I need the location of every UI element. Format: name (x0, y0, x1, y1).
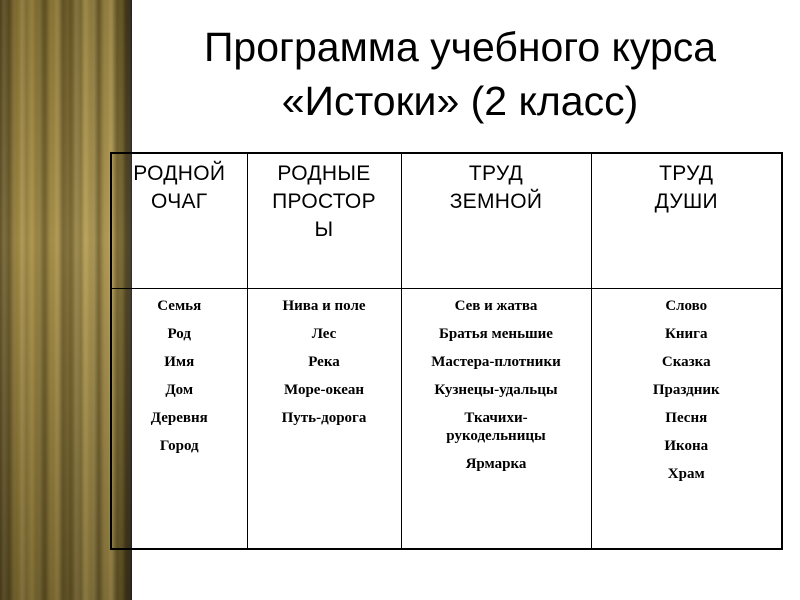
topic-item: Икона (664, 438, 709, 454)
header-rodnoy-ochag (111, 153, 247, 289)
topic-item: Кузнецы-удальцы (434, 382, 558, 398)
slide-title (140, 20, 780, 128)
table-header-row (111, 153, 782, 289)
header-text-line: РОДНЫЕ (277, 162, 371, 185)
header-text-line: ТРУД (659, 162, 714, 185)
header-text-line: РОДНОЙ (133, 162, 226, 185)
topic-item: Семья (157, 298, 202, 314)
title-line-2: «Истоки» (2 класс) (281, 78, 639, 124)
column-rodnoy-ochag (111, 289, 247, 550)
topic-item: Лес (311, 326, 337, 342)
topic-item: Деревня (150, 410, 208, 426)
header-text-line: ДУШИ (654, 190, 718, 213)
topic-item: Ярмарка (465, 456, 527, 472)
topic-item: Имя (164, 354, 195, 370)
header-trud-zemnoy (401, 153, 591, 289)
topic-item: Река (308, 354, 340, 370)
topic-item: Песня (665, 410, 708, 426)
topic-item: Храм (667, 466, 705, 482)
topic-item: Нива и поле (282, 298, 366, 314)
topic-item-line: Ткачихи- (464, 410, 528, 426)
topic-item: Сказка (661, 354, 711, 370)
column-trud-zemnoy (401, 289, 591, 550)
header-trud-dushi (591, 153, 782, 289)
topic-item: Праздник (652, 382, 720, 398)
topic-item: Род (167, 326, 191, 342)
topic-item: Братья меньшие (439, 326, 553, 342)
topic-item: Город (159, 438, 199, 454)
header-text-line: ЗЕМНОЙ (449, 190, 543, 213)
topic-item: Дом (165, 382, 194, 398)
topic-item: Мастера-плотники (431, 354, 561, 370)
header-text-line: Ы (314, 218, 334, 241)
topic-item: Путь-дорога (281, 410, 367, 426)
topic-item: Сев и жатва (454, 298, 538, 314)
header-text-line: ТРУД (468, 162, 524, 185)
header-rodnye-prostory (247, 153, 401, 289)
title-line-1: Программа учебного курса (203, 24, 717, 70)
header-text-line: ОЧАГ (151, 190, 208, 213)
header-text-line: ПРОСТОР (272, 190, 376, 213)
topic-item-wrapped (402, 409, 591, 445)
topic-item: Море-океан (283, 382, 365, 398)
topic-item-line: рукодельницы (446, 428, 546, 444)
topic-item: Слово (665, 298, 708, 314)
course-table (110, 152, 783, 550)
topic-item: Книга (665, 326, 708, 342)
column-rodnye-prostory (247, 289, 401, 550)
column-trud-dushi (591, 289, 782, 550)
table-body-row (111, 289, 782, 550)
